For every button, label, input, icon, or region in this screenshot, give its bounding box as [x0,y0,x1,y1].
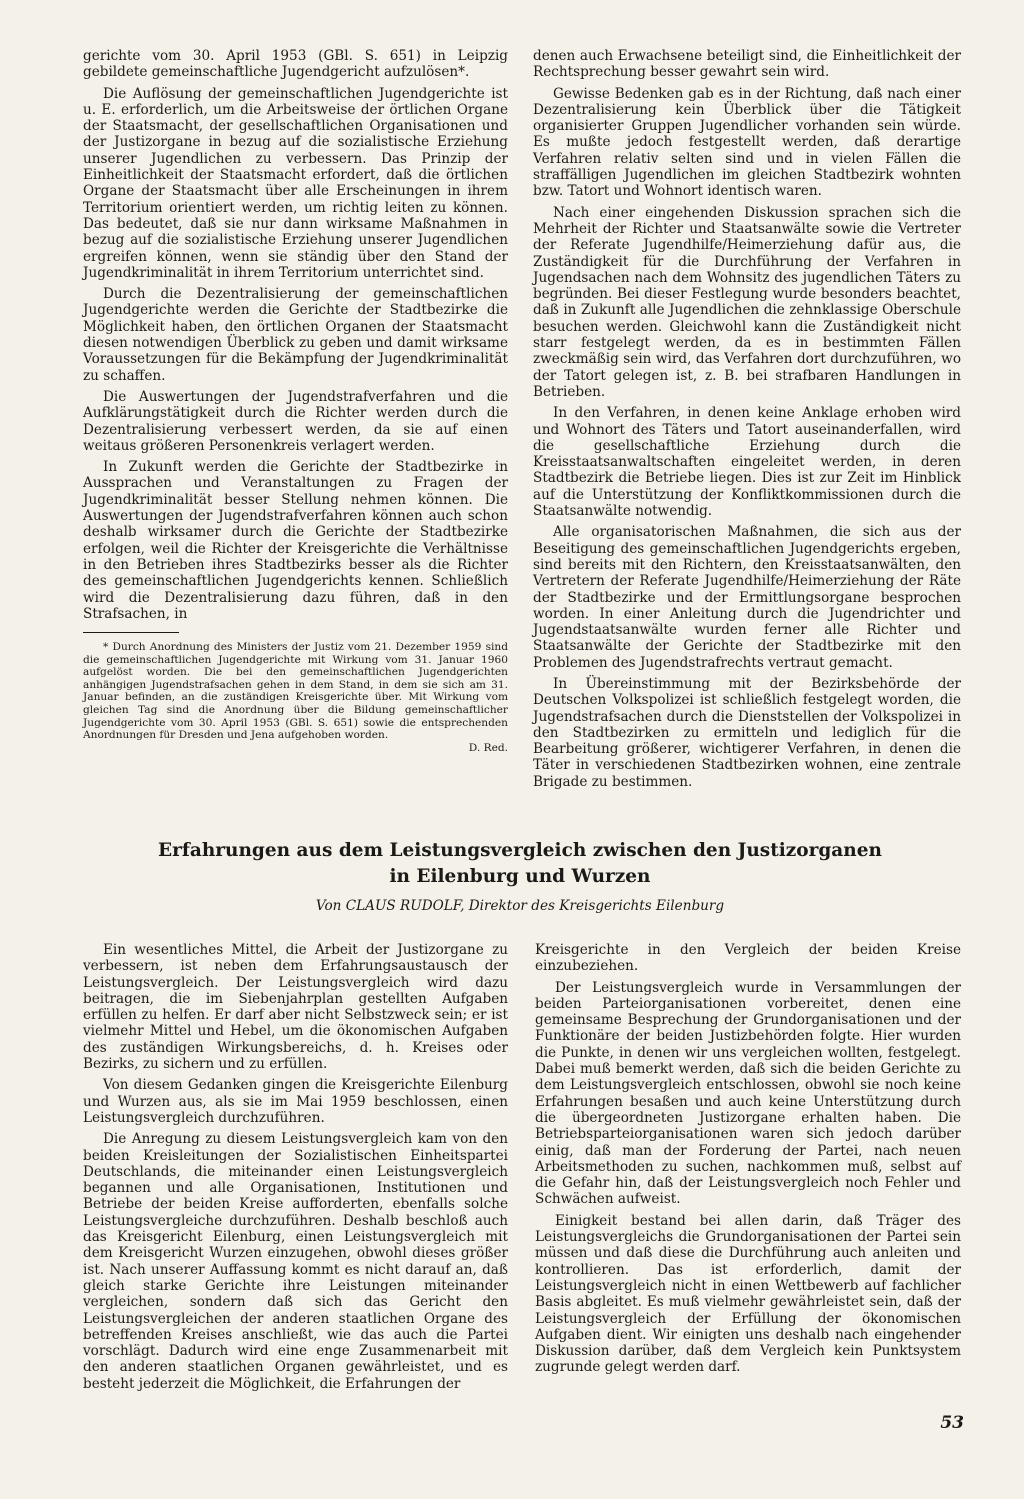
paragraph: In Übereinstimmung mit der Bezirksbehörde der Deutschen Volkspolizei ist schließlich festgelegt worden, die Jugendstrafsachen durch die Dienststellen der Volkspolizei in den Stadtbezirken zu ermitteln und lediglich für die Bearbeitung größerer, wichtigerer Verfahren, in denen die Täter in verschiedenen Stadtbezirken wohnen, eine zentrale Brigade zu bestimmen. [533,675,961,790]
article-title-line-2: in Eilenburg und Wurzen [389,866,651,887]
article-title [100,838,940,890]
footnote [83,641,508,754]
paragraph: Die Anregung zu diesem Leistungsvergleich kam von den beiden Kreisleitungen der Sozialistischen Einheitspartei Deutschlands, die miteinander einen Leistungsvergleich begannen und alle Organisationen, Institutionen und Betriebe der beiden Kreise aufforderten, ebenfalls solche Leistungsvergleiche durchzuführen. Deshalb beschloß auch das Kreisgericht Eilenburg, einen Leistungsvergleich mit dem Kreisgericht Wurzen einzugehen, obwohl dieses größer ist. Nach unserer Auffassung kommt es nicht darauf an, daß gleich starke Gerichte ihre Leistungen miteinander vergleichen, sondern daß sich das Gericht den Leistungsvergleichen der anderen staatlichen Organe des betreffenden Kreises anschließt, wie das auch die Partei vorschlägt. Dadurch wird eine enge Zusammenarbeit mit den anderen staatlichen Organen gewährleistet, und es besteht jederzeit die Möglichkeit, die Erfahrungen der [83,1131,508,1392]
bottom-right-column [535,942,961,1381]
paragraph: Ein wesentliches Mittel, die Arbeit der Justizorgane zu verbessern, ist neben dem Erfahrungsaustausch der Leistungsvergleich. Der Leistungsvergleich wird dazu beitragen, die im Siebenjahrplan gestellten Aufgaben erfüllen zu helfen. Er darf aber nicht Selbstzweck sein; er ist vielmehr Mittel und Hebel, um die ökonomischen Aufgaben des zuständigen Wirkungsbereichs, d. h. Kreises oder Bezirks, zu sichern und zu erfüllen. [83,942,508,1073]
footnote-divider [83,632,179,633]
paragraph: Die Auswertungen der Jugendstrafverfahren und die Aufklärungstätigkeit durch die Richter werden durch die Dezentralisierung verbessert werden, da sie auf einen weitaus größeren Personenkreis verlagert werden. [83,388,508,454]
top-right-column [533,48,961,795]
article-title-line-1: Erfahrungen aus dem Leistungsvergleich zwischen den Justizorganen [158,840,882,861]
paragraph: Der Leistungsvergleich wurde in Versammlungen der beiden Parteiorganisationen vorbereitet, denen eine gemeinsame Besprechung der Grundorganisationen und der Funktionäre der beiden Justizbehörden folgte. Hier wurden die Punkte, in denen wir uns vergleichen wollten, festgelegt. Dabei muß bemerkt werden, daß sich die beiden Gerichte zu dem Leistungsvergleich entschlossen, obwohl sie noch keine Erfahrungen besaßen und auch keine Unterstützung durch die übergeordneten Justizorgane erhalten haben. Die Betriebsparteiorganisationen waren sich jedoch darüber einig, daß man der Forderung der Partei, nach neuen Arbeitsmethoden zu suchen, nachkommen muß, selbst auf die Gefahr hin, daß der Leistungsvergleich noch Fehler und Schwächen aufweist. [535,979,961,1208]
paragraph: Einigkeit bestand bei allen darin, daß Träger des Leistungsvergleichs die Grundorganisationen der Partei sein müssen und daß diese die Durchführung auch anleiten und kontrollieren. Das ist erforderlich, damit der Leistungsvergleich nicht in einen Wettbewerb auf fachlicher Basis abgleitet. Es muß vielmehr gewährleistet sein, daß der Leistungsvergleich der Erfüllung der ökonomischen Aufgaben dient. Wir einigten uns deshalb nach eingehender Diskussion darüber, daß dem Vergleich kein Punktsystem zugrunde gelegt werden darf. [535,1212,961,1376]
paragraph: Durch die Dezentralisierung der gemeinschaftlichen Jugendgerichte werden die Gerichte der Stadtbezirke die Möglichkeit haben, den örtlichen Organen der Staatsmacht diesen notwendigen Überblick zu geben und damit wirksame Voraussetzungen für die Bekämpfung der Jugendkriminalität zu schaffen. [83,286,508,384]
top-left-column [83,48,508,759]
footnote-signature: D. Red. [468,741,508,754]
paragraph: In Zukunft werden die Gerichte der Stadtbezirke in Aussprachen und Veranstaltungen zu Fragen der Jugendkriminalität besser Stellung nehmen können. Die Auswertungen der Jugendstrafverfahren können auch schon deshalb wirksamer durch die Gerichte der Stadtbezirke erfolgen, weil die Richter der Kreisgerichte die Verhältnisse in den Betrieben ihres Stadtbezirks besser als die Richter des gemeinschaftlichen Jugendgerichts kennen. Schließlich wird die Dezentralisierung dazu führen, daß in den Strafsachen, in [83,459,508,622]
paragraph: Die Auflösung der gemeinschaftlichen Jugendgerichte ist u. E. erforderlich, um die Arbeitsweise der örtlichen Organe der Staatsmacht, der gesellschaftlichen Organisationen und der Justizorgane in bezug auf die sozialistische Erziehung unserer Jugendlichen zu verbessern. Das Prinzip der Einheitlichkeit der Staatsmacht erfordert, daß die örtlichen Organe der Staatsmacht über alle Erscheinungen in ihrem Territorium orientiert werden, um richtig leiten zu können. Das bedeutet, daß sie nur dann wirksame Maßnahmen in bezug auf die sozialistische Erziehung unserer Jugendlichen ergreifen können, wenn sie ständig über den Stand der Jugendkriminalität in ihrem Territorium unterrichtet sind. [83,85,508,281]
page-number: 53 [940,1413,964,1433]
paragraph: gerichte vom 30. April 1953 (GBl. S. 651) in Leipzig gebildete gemeinschaftliche Jugendgericht aufzulösen*. [83,48,508,81]
paragraph: denen auch Erwachsene beteiligt sind, die Einheitlichkeit der Rechtsprechung besser gewahrt sein wird. [533,48,961,81]
paragraph: Alle organisatorischen Maßnahmen, die sich aus der Beseitigung des gemeinschaftlichen Jugendgerichts ergeben, sind bereits mit den Richtern, den Kreisstaatsanwälten, den Vertretern der Referate Jugendhilfe/Heimerziehung der Räte der Stadtbezirke und der Ermittlungsorgane besprochen worden. In einer Anleitung durch die Jugendrichter und Jugendstaatsanwälte wurden ferner alle Richter und Staatsanwälte der Gerichte der Stadtbezirke mit den Problemen des Jugendstrafrechts vertraut gemacht. [533,524,961,671]
bottom-left-column [83,942,508,1397]
paragraph: Nach einer eingehenden Diskussion sprachen sich die Mehrheit der Richter und Staatsanwälte sowie die Vertreter der Referate Jugendhilfe/Heimerziehung dafür aus, die Zuständigkeit für die Durchführung der Verfahren in Jugendsachen nach dem Wohnsitz des jugendlichen Täters zu begründen. Bei dieser Festlegung wurde besonders beachtet, daß in Zukunft alle Jugendlichen die zehnklassige Oberschule besuchen werden. Gleichwohl kann die Zuständigkeit nicht starr festgelegt werden, da es in bestimmten Fällen zweckmäßig sein wird, das Verfahren dort durchzuführen, wo der Tatort gelegen ist, z. B. bei strafbaren Handlungen in Betrieben. [533,204,961,400]
paragraph: Von diesem Gedanken gingen die Kreisgerichte Eilenburg und Wurzen aus, als sie im Mai 1959 beschlossen, einen Leistungsvergleich durchzuführen. [83,1077,508,1126]
footnote-text: * Durch Anordnung des Ministers der Justiz vom 21. Dezember 1959 sind die gemeinschaftlichen Jugendgerichte mit Wirkung vom 31. Januar 1960 aufgelöst worden. Die bei den gemeinschaftlichen Jugendgerichten anhängigen Jugendstrafsachen gehen in dem Stand, in dem sie sich am 31. Januar befinden, an die zuständigen Kreisgerichte über. Mit Wirkung vom gleichen Tag sind die Anordnung über die Bildung gemeinschaftlicher Jugendgerichte vom 30. April 1953 (GBl. S. 651) sowie die entsprechenden Anordnungen für Dresden und Jena aufgehoben worden. [83,641,508,742]
paragraph: Gewisse Bedenken gab es in der Richtung, daß nach einer Dezentralisierung kein Überblick über die Tätigkeit organisierter Gruppen Jugendlicher vorhanden sein würde. Es mußte jedoch festgestellt werden, daß derartige Verfahren relativ selten sind und in vielen Fällen die straffälligen Jugendlichen im gleichen Stadtbezirk wohnten bzw. Tatort und Wohnort identisch waren. [533,85,961,200]
paragraph: In den Verfahren, in denen keine Anklage erhoben wird und Wohnort des Täters und Tatort auseinanderfallen, wird die gesellschaftliche Erziehung durch die Kreisstaatsanwaltschaften eingeleitet werden, in deren Stadtbezirk die Betriebe liegen. Dies ist zur Zeit im Hinblick auf die Unterstützung der Konfliktkommissionen durch die Staatsanwälte notwendig. [533,405,961,520]
paragraph: Kreisgerichte in den Vergleich der beiden Kreise einzubeziehen. [535,942,961,975]
article-byline: Von CLAUS RUDOLF, Direktor des Kreisgerichts Eilenburg [315,898,725,914]
